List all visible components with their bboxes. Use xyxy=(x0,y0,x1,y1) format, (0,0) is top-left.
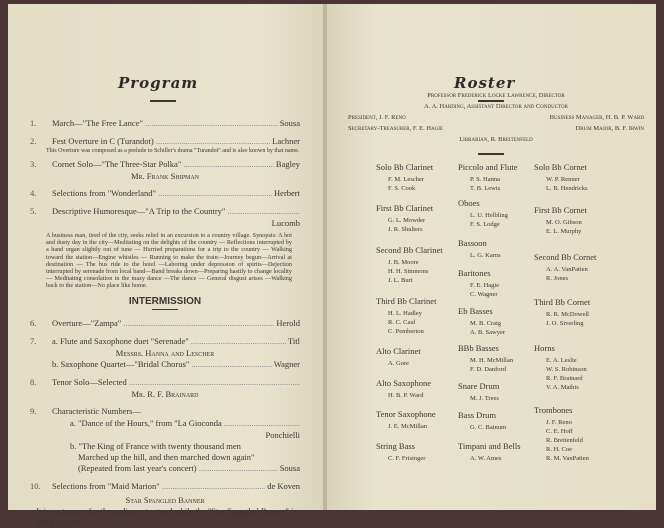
anthem-heading: Star Spangled Banner xyxy=(125,495,205,506)
member-name: T. B. Lewis xyxy=(470,185,501,192)
item-title: b. "The King of France with twenty thousand men xyxy=(70,441,241,452)
member-name: A. Gore xyxy=(388,360,409,367)
section-name: Timpani and Bells xyxy=(458,441,521,451)
section-name: String Bass xyxy=(376,441,415,451)
member-name: C. E. Hoff xyxy=(546,428,573,435)
member-name: J. E. McMillan xyxy=(388,423,427,430)
roster-section xyxy=(376,162,433,193)
member-name: F. S. Cook xyxy=(388,185,416,192)
item-composer: Titl xyxy=(288,336,300,347)
roster-section xyxy=(376,245,443,285)
item-title: Characteristic Numbers— xyxy=(52,406,141,417)
member-name: P. S. Hanna xyxy=(470,176,500,183)
business-manager: Business Manager, H. B. P. Ward xyxy=(549,114,644,121)
item-composer: Lachner xyxy=(272,136,300,146)
roster-section xyxy=(458,381,499,403)
section-name: Solo Bb Clarinet xyxy=(376,162,434,172)
item-title: Overture—"Zampa" ..... xyxy=(52,318,274,329)
member-name: J. F. Reno xyxy=(546,419,572,426)
roster-section xyxy=(534,162,588,193)
roster-section xyxy=(534,297,590,328)
item-composer: Wagner xyxy=(273,359,300,370)
roster-section xyxy=(534,252,596,283)
item-title: Selections from "Maid Marion" ..... xyxy=(52,481,265,492)
member-name: L. G. Karns xyxy=(470,252,501,259)
roster-section xyxy=(458,306,505,337)
member-name: W. S. Robinson xyxy=(546,366,587,373)
member-name: L. B. Hendricks xyxy=(546,185,588,192)
divider xyxy=(150,100,176,102)
member-name: V. A. Mathis xyxy=(546,384,579,391)
roster-section xyxy=(458,343,513,374)
item-number: 2. xyxy=(30,136,37,146)
assistant-director: A. A. Harding, Assistant Director and Conductor xyxy=(424,103,568,110)
item-composer: Ponchielli xyxy=(265,430,300,441)
section-name: Snare Drum xyxy=(458,381,500,391)
member-name: J. R. Shulters xyxy=(388,226,423,233)
item-number: 3. xyxy=(30,159,37,169)
president: President, J. F. Reno xyxy=(348,114,406,121)
member-name: C. Pemberton xyxy=(388,328,424,335)
item-number: 9. xyxy=(30,406,37,417)
member-name: H. B. P. Ward xyxy=(388,392,424,399)
item-title: Fest Overture in C (Turandot) ..... xyxy=(52,136,270,147)
section-name: Piccolo and Flute xyxy=(458,162,518,172)
member-name: R. F. Brainard xyxy=(546,375,583,382)
member-name: G. L. Mowder xyxy=(388,217,426,224)
section-name: Solo Bb Cornet xyxy=(534,162,587,172)
section-name: Tenor Saxophone xyxy=(376,409,436,419)
section-name: Bassoon xyxy=(458,238,487,248)
member-name: L. U. Helbling xyxy=(470,212,508,219)
member-name: C. Wagner xyxy=(470,291,498,298)
section-name: First Bb Clarinet xyxy=(376,203,434,213)
member-name: R. R. McDowell xyxy=(546,311,589,318)
item-note: This Overture was composed as a prelude to Schiller's drama "Turandot" and is also known by that name. xyxy=(46,148,300,154)
roster-section xyxy=(458,162,518,193)
item-number: 5. xyxy=(30,206,37,216)
member-name: F. E. Hagie xyxy=(470,282,500,289)
section-name: Eb Basses xyxy=(458,306,493,316)
roster-section xyxy=(376,441,425,463)
member-name: H. L. Hadley xyxy=(388,310,422,317)
closing-note: It is customary for the audience to stand while the "Star Spangled Banner" is being played xyxy=(36,506,297,528)
member-name: C. F. Frisinger xyxy=(388,455,426,462)
section-name: Bass Drum xyxy=(458,410,497,420)
item-title: Tenor Solo—Selected ..... xyxy=(52,377,300,388)
roster-title: Roster xyxy=(454,74,516,92)
roster-section xyxy=(534,343,587,392)
item-performer: Mr. Frank Shipman xyxy=(130,171,200,181)
section-name: Baritones xyxy=(458,268,491,278)
member-name: J. L. Burt xyxy=(388,277,413,284)
member-name: J. B. Moore xyxy=(388,259,419,266)
item-composer: Herold xyxy=(276,318,300,329)
item-title: Cornet Solo—"The Three-Star Polka" ..... xyxy=(52,159,274,170)
member-name: H. H. Simmons xyxy=(388,268,429,275)
roster-section xyxy=(376,346,421,368)
member-name: G. C. Bainum xyxy=(470,424,507,431)
roster-section xyxy=(458,410,506,432)
section-name: Third Bb Cornet xyxy=(534,297,591,307)
member-name: R. C. Caul xyxy=(388,319,416,326)
item-title: Marched up the hill, and then marched down again" xyxy=(78,452,255,463)
item-composer: Lucomb xyxy=(271,218,300,228)
item-title: Selections from "Wonderland" ..... xyxy=(52,188,272,199)
intermission-heading: INTERMISSION xyxy=(128,295,202,307)
member-name: E. L. Murphy xyxy=(546,228,582,235)
section-name: Trombones xyxy=(534,405,573,415)
item-title: b. Saxophone Quartet—"Bridal Chorus" ..... xyxy=(52,359,272,370)
program-title: Program xyxy=(118,74,199,92)
member-name: F. D. Danford xyxy=(470,366,506,373)
director: Professor Frederick Locke Lawrence, Director xyxy=(427,92,565,99)
roster-section xyxy=(376,378,431,400)
item-composer: Bagley xyxy=(275,159,300,169)
member-name: A. A. VanPatten xyxy=(546,266,588,273)
member-name: R. Jones xyxy=(546,275,569,282)
item-number: 6. xyxy=(30,318,37,329)
member-name: W. P. Renner xyxy=(546,176,580,183)
roster-section xyxy=(458,198,508,229)
item-number: 10. xyxy=(30,481,41,492)
section-name: Third Bb Clarinet xyxy=(376,296,437,306)
item-composer: Sousa xyxy=(279,118,300,128)
item-performer: Messrs. Hanna and Lescher xyxy=(115,348,215,359)
member-name: R. M. VanPatten xyxy=(546,455,589,462)
section-name: Alto Clarinet xyxy=(376,346,421,356)
roster-section xyxy=(376,203,433,234)
section-name: Second Bb Clarinet xyxy=(376,245,443,255)
officers xyxy=(336,90,656,145)
roster-section xyxy=(458,238,501,260)
item-number: 1. xyxy=(30,118,37,128)
member-name: F. S. Lodge xyxy=(470,221,500,228)
section-name: BBb Basses xyxy=(458,343,499,353)
member-name: R. Breitenfeld xyxy=(546,437,583,444)
roster-section xyxy=(534,405,589,463)
secretary-treasurer: Secretary-Treasurer, F. E. Hagie xyxy=(348,125,444,132)
booklet-spine xyxy=(323,4,327,510)
roster-section xyxy=(534,205,587,236)
section-name: Alto Saxophone xyxy=(376,378,432,388)
divider xyxy=(152,309,178,311)
member-name: R. H. Coe xyxy=(546,446,572,453)
item-composer: Sousa xyxy=(279,463,300,474)
item-title: Descriptive Humoresque—"A Trip to the Country" ..... xyxy=(52,206,300,217)
roster-section xyxy=(376,409,436,431)
member-name: M. O. Gibson xyxy=(546,219,582,226)
section-name: Oboes xyxy=(458,198,480,208)
drum-major: Drum Major, B. F. Irwin xyxy=(575,125,644,132)
item-title: a. "Dance of the Hours," from "La Gioconda ..... xyxy=(70,418,300,429)
member-name: M. B. Craig xyxy=(470,320,502,327)
section-name: Horns xyxy=(534,343,555,353)
member-name: E. A. Leslie xyxy=(546,357,577,364)
roster-section xyxy=(458,268,499,299)
member-name: J. O. Siverling xyxy=(546,320,584,327)
item-performer: Mr. R. F. Brainard xyxy=(131,389,199,400)
item-title: a. Flute and Saxophone duet "Serenade" ..... xyxy=(52,336,286,347)
member-name: A. B. Sawyer xyxy=(470,329,506,336)
item-note: (Repeated from last year's concert) ..... xyxy=(78,463,278,474)
item-number: 4. xyxy=(30,188,37,198)
section-name: First Bb Cornet xyxy=(534,205,587,215)
librarian: Librarian, R. Breitenfeld xyxy=(459,136,533,143)
section-name: Second Bb Cornet xyxy=(534,252,597,262)
item-number: 7. xyxy=(30,336,37,347)
member-name: F. M. Lescher xyxy=(388,176,424,183)
item-composer: Herbert xyxy=(274,188,300,198)
item-number: 8. xyxy=(30,377,37,388)
item-title: March—"The Free Lance" ..... xyxy=(52,118,278,129)
member-name: M. H. McMillan xyxy=(470,357,513,364)
program-list xyxy=(30,118,300,528)
roster-section xyxy=(458,441,521,463)
divider xyxy=(478,153,504,155)
item-composer: de Koven xyxy=(267,481,300,492)
item-synopsis: A business man, tired of the city, seeks relief in an excursion to a country village. Synopsis: A hot and dusty day in the city—Meditating on the delights of the country — Reflections interrupted by a hand organ slightly out of tune — Hurried preparations for a trip to the country — Walking toward the station—Engine whistles — Running to make the train—Journey begun—Arrival at destination — The bus ride to the hotel —Laboring under depression of spirits—Dejection interrupted by serenade from local band—Band breaks down—Preparing hastily to change locality — Meditating consolation in the mazy dance —The dance — General disgust arises —Walking back to the station—No place like home. xyxy=(46,232,292,290)
member-name: A. W. Ames xyxy=(470,455,502,462)
member-name: M. J. Trees xyxy=(470,395,499,402)
roster-section xyxy=(376,296,436,336)
